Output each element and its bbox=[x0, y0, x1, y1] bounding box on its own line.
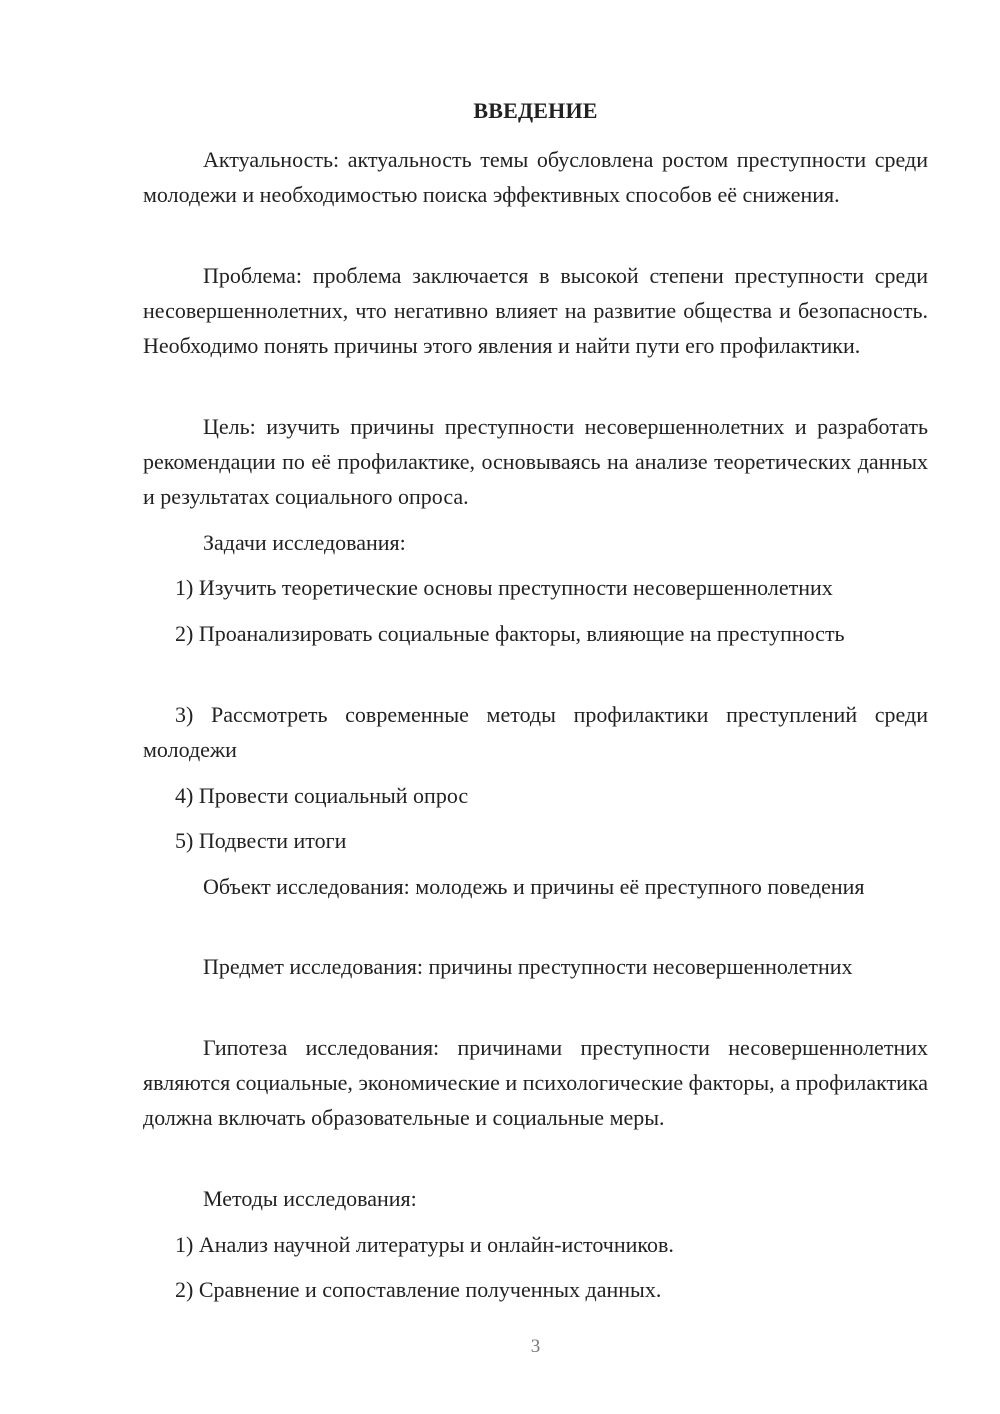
method-item-1: 1) Анализ научной литературы и онлайн-источников. bbox=[175, 1232, 674, 1257]
task-item-3: 3) Рассмотреть современные методы профилактики преступлений среди молодежи bbox=[143, 702, 928, 762]
method-item-2: 2) Сравнение и сопоставление полученных данных. bbox=[175, 1277, 662, 1302]
relevance-paragraph: Актуальность: актуальность темы обусловлена ростом преступности среди молодежи и необходимостью поиска эффективных способов её снижения. bbox=[143, 147, 928, 207]
document-page bbox=[143, 0, 928, 1414]
task-item-1: 1) Изучить теоретические основы преступности несовершеннолетних bbox=[175, 575, 833, 600]
task-item-4: 4) Провести социальный опрос bbox=[175, 783, 469, 808]
hypothesis-paragraph: Гипотеза исследования: причинами преступности несовершеннолетних являются социальные, экономические и психологические факторы, а профилактика должна включать образовательные и социальные меры. bbox=[143, 1035, 928, 1130]
tasks-heading: Задачи исследования: bbox=[203, 530, 406, 555]
task-item-5: 5) Подвести итоги bbox=[175, 828, 347, 853]
goal-paragraph: Цель: изучить причины преступности несовершеннолетних и разработать рекомендации по её профилактике, основываясь на анализе теоретических данных и результатах социального опроса. bbox=[143, 414, 928, 509]
methods-heading: Методы исследования: bbox=[203, 1186, 417, 1211]
subject-paragraph: Предмет исследования: причины преступности несовершеннолетних bbox=[203, 954, 853, 979]
page-number: 3 bbox=[530, 1336, 541, 1357]
page-title: ВВЕДЕНИЕ bbox=[473, 98, 598, 123]
object-paragraph: Объект исследования: молодежь и причины её преступного поведения bbox=[203, 874, 865, 899]
task-item-2: 2) Проанализировать социальные факторы, влияющие на преступность bbox=[175, 621, 845, 646]
problem-paragraph: Проблема: проблема заключается в высокой степени преступности среди несовершеннолетних, что негативно влияет на развитие общества и безопасность. Необходимо понять причины этого явления и найти пути его профилактики. bbox=[143, 263, 928, 358]
